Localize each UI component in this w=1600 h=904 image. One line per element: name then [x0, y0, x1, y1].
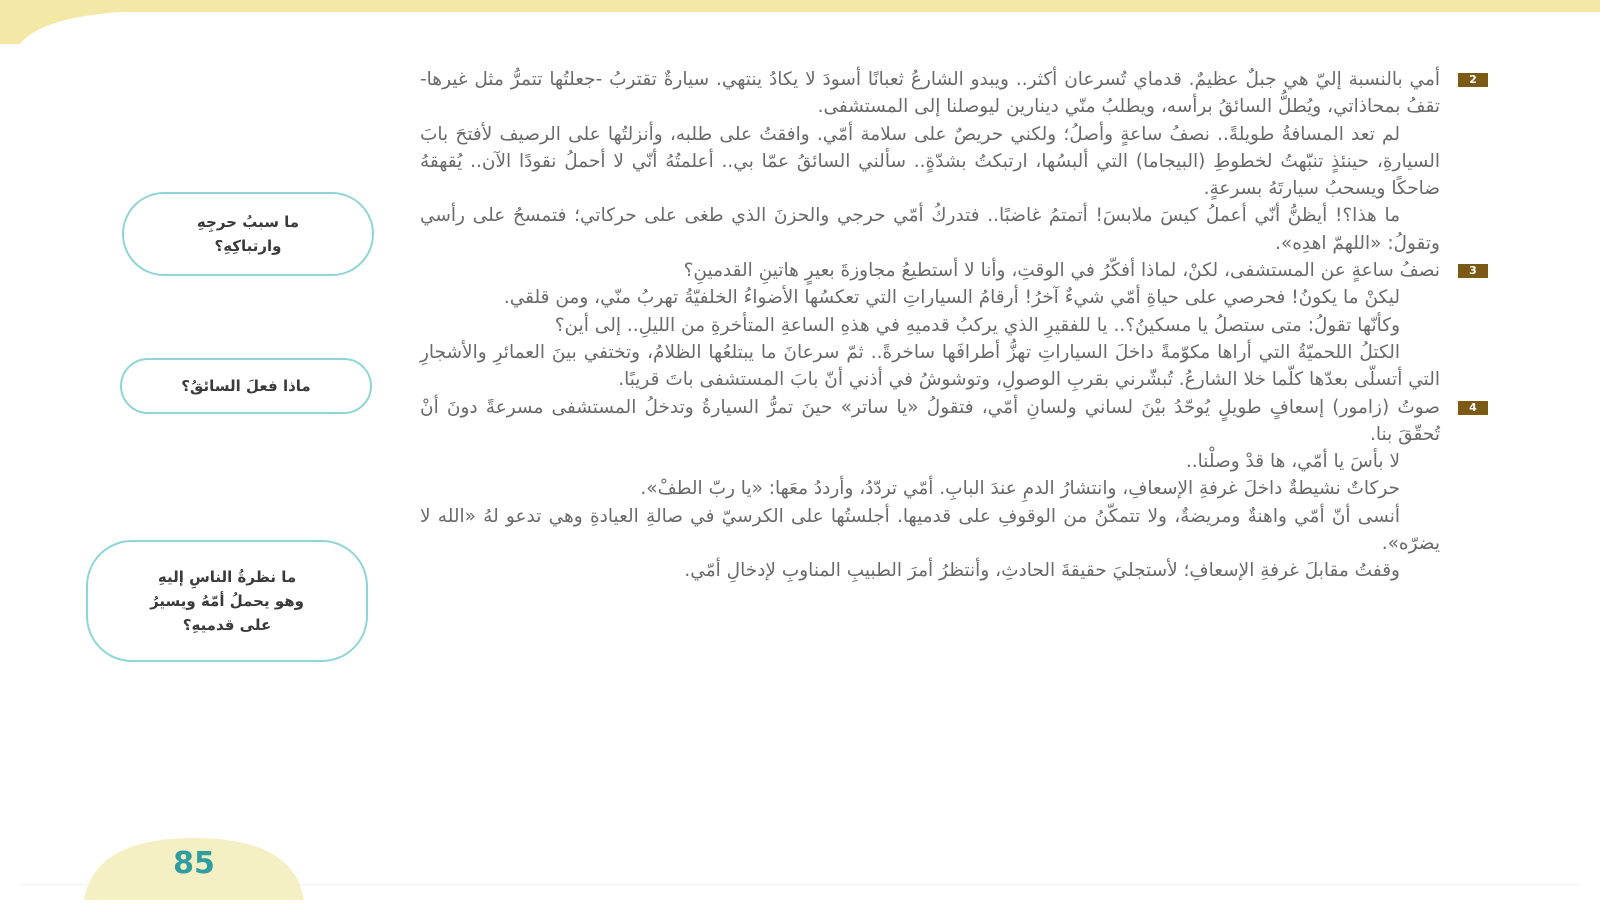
- paragraph-text: ما هذا؟! أيظنُّ أنّي أعملُ كيسَ ملابسَ! أتمتمُ غاضبًا.. فتدركُ أمّي حرجي والحزنَ الذي طغى على حركاتي؛ فتمسحُ على رأسي وتقولُ: «اللهمّ اهدِه».: [420, 205, 1440, 254]
- paragraph: [420, 66, 1477, 121]
- paragraph: [420, 557, 1440, 584]
- question-text: [181, 374, 310, 398]
- question-line: ماذا فعلَ السائقُ؟: [181, 377, 311, 395]
- question-bubble: [86, 540, 368, 662]
- story-text: [420, 66, 1477, 585]
- paragraph-text: أنسى أنّ أمّي واهنةٌ ومريضةٌ، ولا تتمكّنُ من الوقوفِ على قدميها. أجلستُها على الكرسيّ في صالةِ العيادةِ وهي تدعو لهُ «الله لا يضرّه».: [420, 505, 1440, 555]
- question-line: وهو يحملُ أمّهُ ويسيرُ: [150, 592, 304, 610]
- paragraph-text: ليكنْ ما يكونُ! فحرصي على حياةِ أمّي شيءٌ آخرُ! أرقامُ السياراتِ التي تعكسُها الأضواءُ الخلفيّةُ تهربُ منّي، ومن قلقي.: [503, 287, 1400, 309]
- question-bubble: [120, 358, 372, 414]
- question-bubble: [122, 192, 374, 276]
- paragraph: [420, 121, 1440, 203]
- question-line: ما نظرةُ الناسِ إليهِ: [157, 568, 297, 586]
- question-line: على قدميهِ؟: [182, 616, 272, 634]
- paragraph: [420, 202, 1440, 257]
- paragraph-text: حركاتٌ نشيطةٌ داخلَ غرفةِ الإسعافِ، وانتشارُ الدمِ عندَ البابِ. أمّي تردّدُ، وأرددُ معَها: «يا ربّ الطفْ».: [640, 478, 1400, 500]
- paragraph: [420, 284, 1440, 311]
- paragraph-text: أمي بالنسبة إليّ هي جبلٌ عظيمٌ. قدماي تُسرعان أكثر.. ويبدو الشارعُ ثعبانًا أسودَ لا يكادُ ينتهي. سيارةٌ تقتربُ -جعلتُها تتمرُّ مثل غيرها- تقفُ بمحاذاتي، ويُطلُّ السائقُ برأسه، ويطلبُ منّي دينارين ليوصلنا إلى المستشفى.: [420, 69, 1440, 118]
- question-text: [150, 565, 304, 637]
- paragraph: [420, 312, 1440, 339]
- paragraph-text: لا بأسَ يا أمّي، ها قدْ وصلْنا..: [1185, 451, 1400, 473]
- paragraph: [420, 257, 1477, 284]
- question-line: وارتباكِهِ؟: [214, 237, 282, 255]
- question-text: [197, 210, 299, 258]
- paragraph: [420, 475, 1440, 502]
- paragraph: [420, 339, 1440, 394]
- paragraph: [420, 448, 1440, 475]
- paragraph-text: صوتُ (زامور) إسعافٍ طويلٍ يُوحّدُ بيْنَ لساني ولسانِ أمّي، فتقولُ «يا ساتر» حينَ تمرُّ السيارةُ وتدخلُ المستشفى مسرعةً دونَ أنْ تُحقّقَ بنا.: [420, 396, 1440, 445]
- paragraph-text: نصفُ ساعةٍ عن المستشفى، لكنْ، لماذا أفكّرُ في الوقتِ، وأنا لا أستطيعُ مجاوزةَ بعيرٍ هاتينِ القدمينِ؟: [683, 260, 1440, 282]
- paragraph-text: الكتلُ اللحميّةُ التي أراها مكوّمةً داخلَ السياراتِ تهزُّ أطرافَها ساخرةً.. ثمّ سرعانَ ما يبتلعُها الظلامُ، وتختفي بينَ العمائرِ والأشجارِ التي أتسلّى بعدّها كلّما خلا الشارعُ. تُبشّرني بقربِ الوصولِ، وتوشوشُ في أذني أنّ بابَ المستشفى باتَ قريبًا.: [420, 341, 1440, 391]
- top-banner: [0, 0, 1600, 46]
- paragraph-text: وقفتُ مقابلَ غرفةِ الإسعافِ؛ لأستجليَ حقيقةَ الحادثِ، وأنتظرُ أمرَ الطبيبِ المناوبِ لإدخالِ أمّي.: [684, 560, 1400, 582]
- paragraph: [420, 503, 1440, 558]
- paragraph-text: لم تعد المسافةُ طويلةً.. نصفُ ساعةٍ وأصلُ؛ ولكني حريصٌ على سلامة أمّي. وافقتُ على طلبه، وأنزلتُها على الرصيف لأفتحَ بابَ السيارةِ، حينئذٍ تنبّهتُ لخطوطِ (البيجاما) التي ألبسُها، ارتبكتُ بشدّةٍ.. سألني السائقُ عمّا بي.. أعلمتُهُ أنّي لا أحملُ نقودًا الآن.. يُقهقهُ ضاحكًا ويسحبُ سيارتَهُ بسرعةٍ.: [420, 123, 1440, 200]
- paragraph: [420, 394, 1477, 449]
- paragraph-number: 4: [1458, 401, 1488, 415]
- paragraph-number: 2: [1458, 73, 1488, 87]
- question-line: ما سببُ حرجِهِ: [196, 213, 300, 231]
- page-number: 85: [173, 846, 215, 881]
- top-banner-shape: [0, 0, 1600, 46]
- paragraph-number: 3: [1458, 264, 1488, 278]
- paragraph-text: وكأنّها تقولُ: متى ستصلُ يا مسكينُ؟.. يا للفقيرِ الذي يركبُ قدميهِ في هذهِ الساعةِ المتأخرةِ من الليلِ.. إلى أين؟: [554, 314, 1400, 336]
